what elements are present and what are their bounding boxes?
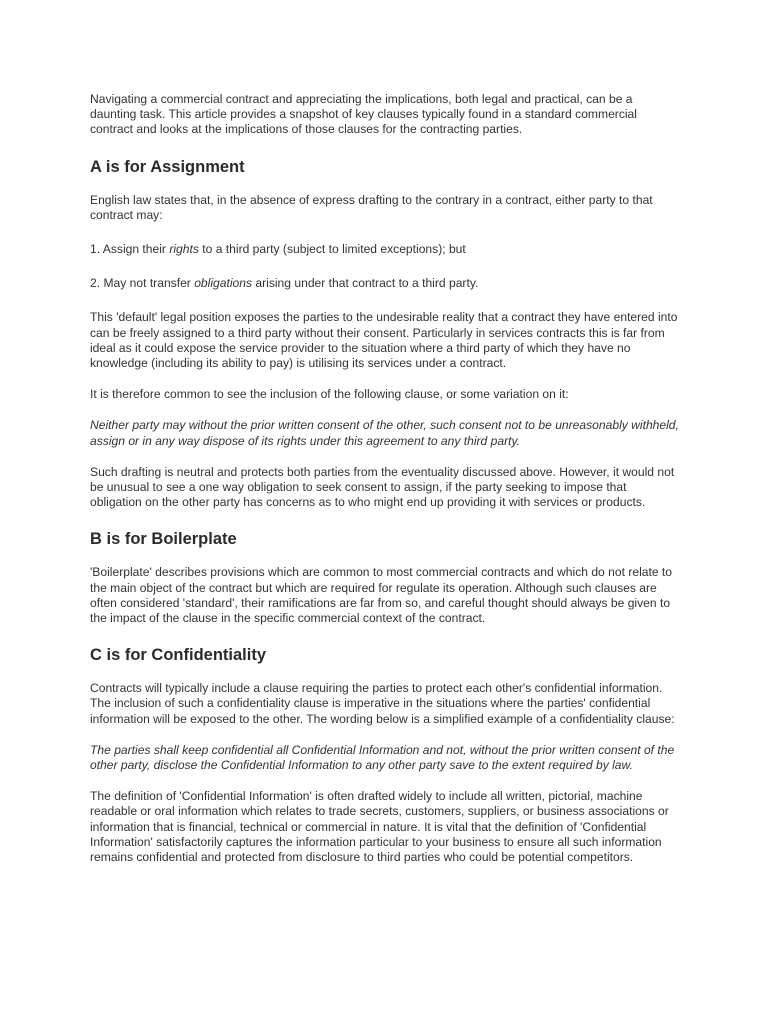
list-item-text: to a third party (subject to limited exceptions); but — [198, 242, 466, 257]
assignment-paragraph-3: It is therefore common to see the inclusion of the following clause, or some variation on it: — [90, 387, 569, 402]
assignment-paragraph-4: Such drafting is neutral and protects both parties from the eventuality discussed above. However, it would not be unusual to see a one way obligation to seek consent to assign, if the party seeking to impose that obligation on the other party has concerns as to who might end up providing it with services or products. — [90, 464, 675, 510]
boilerplate-paragraph-1: 'Boilerplate' describes provisions which are common to most commercial contracts and which do not relate to the main object of the contract but which are required for regulate its operation. Although such clauses are often considered 'standard', their ramifications are far from so, and careful thought should always be given to the impact of the clause in the specific commercial context of the contract. — [90, 565, 673, 626]
intro-paragraph: Navigating a commercial contract and appreciating the implications, both legal and practical, can be a daunting task. This article provides a snapshot of key clauses typically found in a standard commercial contract and looks at the implications of those clauses for the contracting parties. — [90, 92, 637, 137]
heading-confidentiality: C is for Confidentiality — [90, 646, 267, 665]
confidentiality-clause: The parties shall keep confidential all Confidential Information and not, without the prior written consent of the other party, disclose the Confidential Information to any other party save to the extent required by law. — [90, 742, 675, 773]
document-page — [90, 92, 680, 865]
heading-assignment: A is for Assignment — [90, 157, 245, 176]
heading-boilerplate: B is for Boilerplate — [90, 530, 237, 549]
emphasis-obligations: obligations — [194, 276, 253, 291]
assignment-paragraph-1: English law states that, in the absence of express drafting to the contrary in a contract, either party to that contract may: — [90, 192, 653, 222]
list-item-text: 1. Assign their — [90, 242, 170, 257]
list-item-text: arising under that contract to a third party. — [252, 276, 479, 291]
assignment-clause: Neither party may without the prior written consent of the other, such consent not to be unreasonably withheld, assign or in any way dispose of its rights under this agreement to any third party. — [90, 418, 679, 448]
assignment-list-item-2 — [90, 276, 680, 291]
confidentiality-paragraph-2: The definition of 'Confidential Information' is often drafted widely to include all written, pictorial, machine readable or oral information which relates to trade secrets, customers, suppliers, or business associations or information that is financial, technical or commercial in nature. It is vital that the definition of 'Confidential Information' satisfactorily captures the information particular to your business to ensure all such information remains confidential and protected from disclosure to third parties who could be potential competitors. — [90, 789, 669, 865]
confidentiality-paragraph-1: Contracts will typically include a clause requiring the parties to protect each other's confidential information. The inclusion of such a confidentiality clause is imperative in the situations where the parties' confidential information will be exposed to the other. The wording below is a simplified example of a confidentiality clause: — [90, 681, 675, 726]
emphasis-rights: rights — [169, 242, 199, 257]
assignment-list-item-1 — [90, 242, 680, 257]
assignment-paragraph-2: This 'default' legal position exposes the parties to the undesirable reality that a contract they have entered into can be freely assigned to a third party without their consent. Particularly in services contracts this is far from ideal as it could expose the service provider to the situation where a third party of which they have no knowledge (including its ability to pay) is utilising its services under a contract. — [90, 310, 678, 371]
list-item-text: 2. May not transfer — [90, 276, 195, 291]
